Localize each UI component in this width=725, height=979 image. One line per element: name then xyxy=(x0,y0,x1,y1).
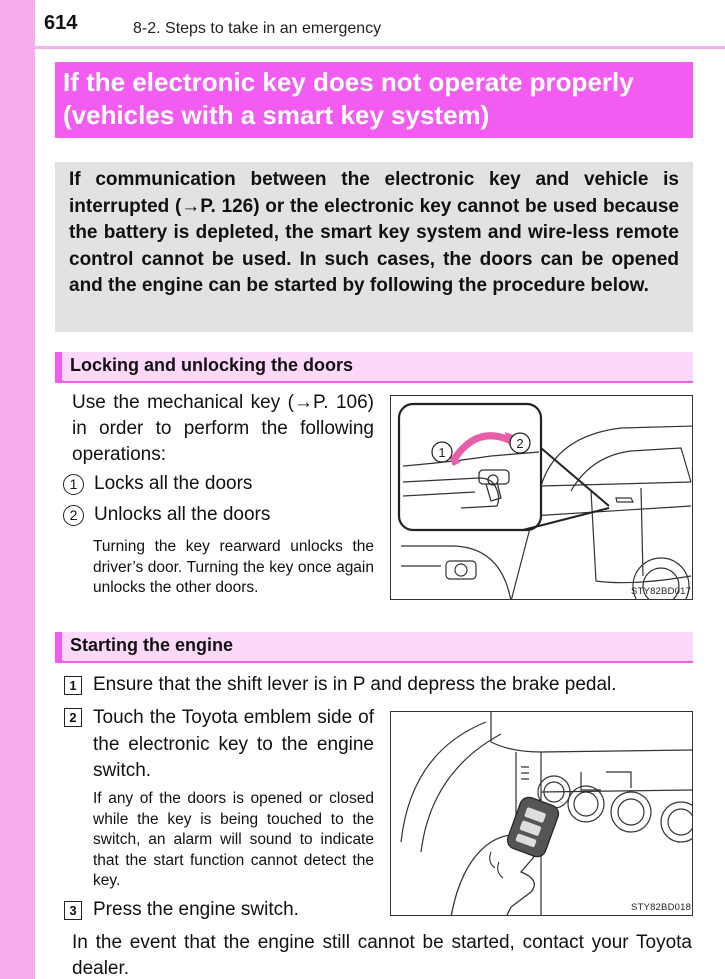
step-number-3: 3 xyxy=(64,901,82,920)
engine-switch-illustration xyxy=(391,712,693,916)
subheading-starting xyxy=(55,632,693,663)
final-note: In the event that the engine still cannot be started, contact your Toyota dealer. xyxy=(72,932,692,979)
header-rule xyxy=(35,46,725,49)
circle-number-1: 1 xyxy=(63,474,84,495)
locking-text: Use the mechanical key (→P. 106) in order to perform the following operations: xyxy=(72,392,374,465)
page-title: If the electronic key does not operate properly (vehicles with a smart key system) xyxy=(63,67,634,130)
locking-item-1-label: Locks all the doors xyxy=(94,473,253,494)
locking-item-2 xyxy=(63,503,383,527)
locking-item-1 xyxy=(63,472,383,496)
figure-code-2: STY82BD018 xyxy=(631,902,692,913)
door-lock-figure xyxy=(390,395,693,600)
page-number: 614 xyxy=(44,12,78,34)
circle-number-2: 2 xyxy=(63,505,84,526)
step-number-2: 2 xyxy=(64,708,82,727)
door-lock-illustration xyxy=(391,396,693,600)
callout-1-label: 1 xyxy=(438,445,446,460)
step-number-1: 1 xyxy=(64,676,82,695)
starting-step-2 xyxy=(64,705,376,785)
hand-with-key-icon xyxy=(451,795,561,916)
engine-switch-figure xyxy=(390,711,693,916)
starting-step-1-label: Ensure that the shift lever is in P and depress the brake pedal. xyxy=(93,674,617,695)
starting-step-3 xyxy=(64,898,384,922)
callout-2-label: 2 xyxy=(516,436,524,451)
section-header: 8-2. Steps to take in an emergency xyxy=(133,20,382,37)
side-bar xyxy=(0,0,35,979)
locking-item-2-label: Unlocks all the doors xyxy=(94,504,271,525)
locking-note: Turning the key rearward unlocks the driver’s door. Turning the key once again unlocks the other doors. xyxy=(93,538,374,596)
intro-text: If communication between the electronic key and vehicle is interrupted (→P. 126) or the electronic key cannot be used because the battery is depleted, the smart key system and wire-less remote control cannot be used. In such cases, the doors can be opened and the engine can be started by following the procedure below. xyxy=(69,169,679,296)
figure-code-1: STY82BD017 xyxy=(631,586,692,597)
callout-2 xyxy=(510,433,530,453)
starting-step-2-label: Touch the Toyota emblem side of the electronic key to the engine switch. xyxy=(93,707,374,781)
title-banner xyxy=(55,62,693,138)
starting-step-1 xyxy=(64,673,694,697)
starting-step-3-label: Press the engine switch. xyxy=(93,899,299,920)
intro-box xyxy=(55,162,693,332)
callout-1 xyxy=(432,442,452,462)
subheading-starting-label: Starting the engine xyxy=(70,635,234,655)
zoom-callout-frame xyxy=(399,404,541,530)
subheading-locking xyxy=(55,352,693,383)
subheading-locking-label: Locking and unlocking the doors xyxy=(70,355,354,375)
starting-note: If any of the doors is opened or closed while the key is being touched to the switch, an alarm will sound to indicate that the start function cannot detect the key. xyxy=(93,790,374,889)
